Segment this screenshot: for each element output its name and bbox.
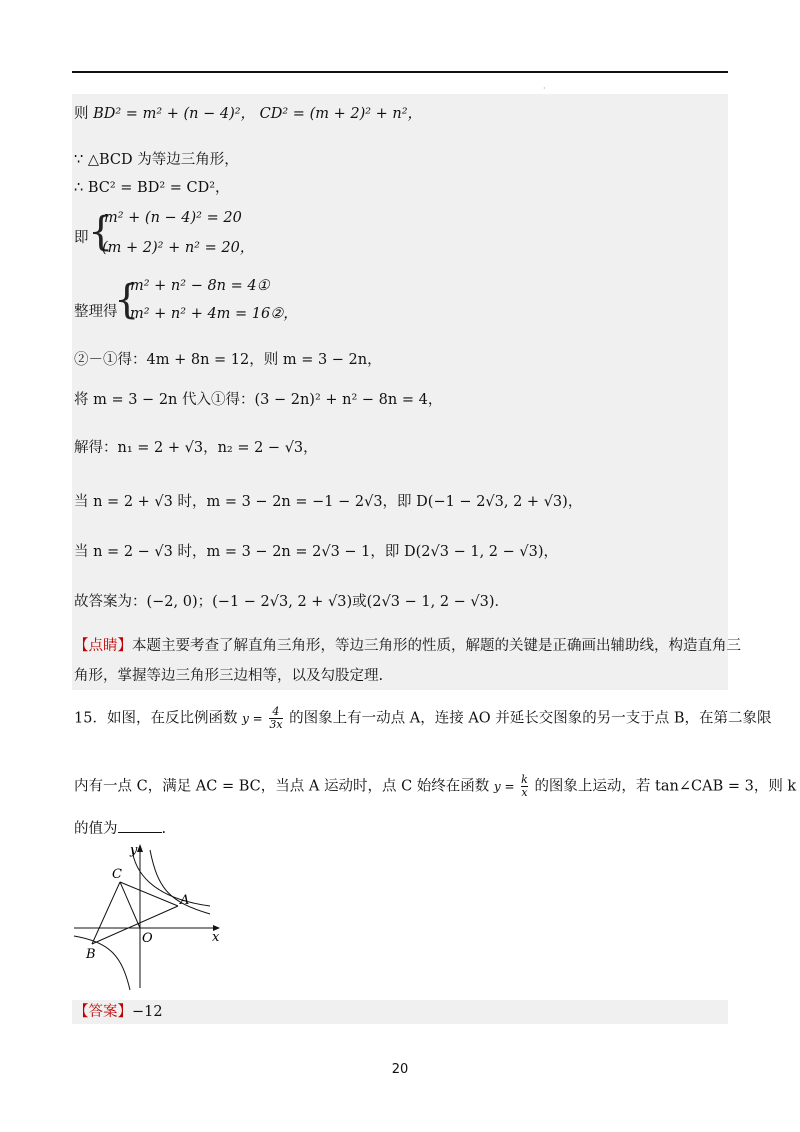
answer-blank (118, 818, 162, 833)
page-number: 20 (391, 1062, 409, 1077)
solution-line-case1: 当 n = 2 + √3 时，m = 3 − 2n = −1 − 2√3，即 D(−1 − 2√3, 2 + √3)， (74, 494, 583, 510)
problem-line-1: 15．如图，在反比例函数 y = $\frac{4}{3x}$ 的图象上有一动点 A，连接 AO 并延长交图象的另一支于点 B，在第二象限 (74, 705, 772, 731)
answer-line (74, 1002, 163, 1022)
figure-hyperbola-diagram (70, 840, 230, 992)
equation-system-1: 即 { m² + (n − 4)² = 20 (m + 2)² + n² = 20， (74, 209, 255, 256)
problem-line-2: 内有一点 C，满足 AC = BC，当点 A 运动时，点 C 始终在函数 y = $\frac{k}{x}$ 的图象上运动，若 tan∠CAB = 3，则 k (74, 773, 797, 799)
header-dot: · (543, 84, 546, 93)
solution-line-2: ∵ △BCD 为等边三角形， (74, 152, 239, 168)
answer-value: −12 (132, 1004, 163, 1020)
problem-line-3: 的值为 . (74, 818, 166, 839)
solution-line-3: ∴ BC² = BD² = CD²， (74, 180, 230, 196)
equation-system-2: 整理得 { m² + n² − 8n = 4① m² + n² + 4m = 16②， (74, 277, 298, 323)
header-rule (72, 71, 728, 73)
axis-label-y: y (130, 843, 138, 858)
answer-tag: 【答案】 (74, 1004, 132, 1020)
solution-line-answer: 故答案为：(−2, 0)；(−1 − 2√3, 2 + √3)或(2√3 − 1, 2 − √3)． (74, 594, 510, 610)
point-label-c: C (112, 867, 122, 882)
comment-tag: 【点睛】 (74, 638, 132, 654)
solution-line-case2: 当 n = 2 − √3 时，m = 3 − 2n = 2√3 − 1，即 D(2√3 − 1, 2 − √3)， (74, 544, 559, 560)
answer-background (72, 1000, 728, 1024)
point-label-a: A (180, 893, 190, 908)
comment-line-1: 【点睛】本题主要考查了解直角三角形，等边三角形的性质，解题的关键是正确画出辅助线，构造直角三 (74, 638, 741, 654)
solution-line-solve: 解得：n₁ = 2 + √3，n₂ = 2 − √3， (74, 440, 318, 456)
solution-line-substitute: 将 m = 3 − 2n 代入①得：(3 − 2n)² + n² − 8n = 4， (74, 392, 443, 408)
solution-line-subtract: ②－①得：4m + 8n = 12，则 m = 3 − 2n， (74, 352, 382, 368)
comment-line-2: 角形，掌握等边三角形三边相等，以及勾股定理. (74, 668, 384, 684)
point-label-b: B (86, 947, 96, 962)
axis-label-x: x (212, 930, 220, 945)
solution-line-1: 则 BD² = m² + (n − 4)²， CD² = (m + 2)² + n²， (74, 106, 423, 122)
point-label-o: O (142, 931, 153, 946)
